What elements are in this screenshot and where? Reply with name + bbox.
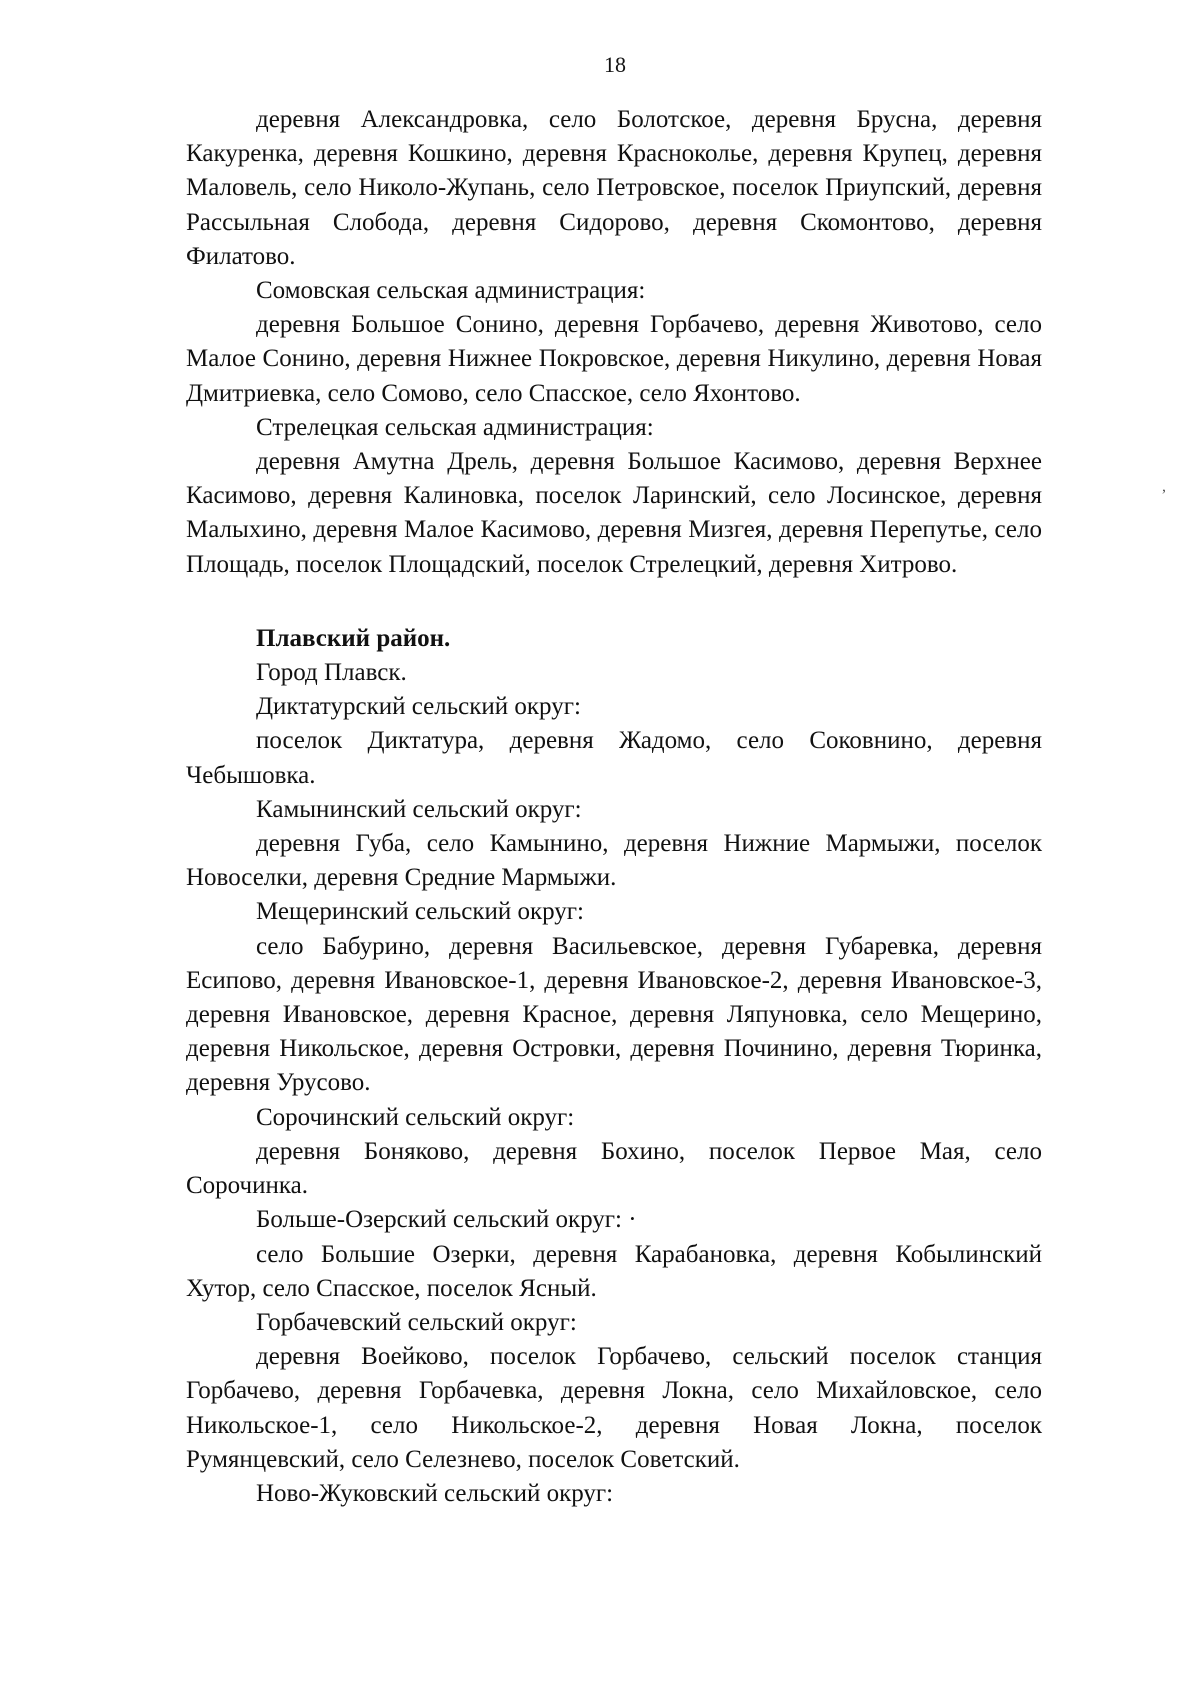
scan-mark: , <box>1162 478 1166 495</box>
paragraph-bolshe-ozerskiy-list: село Большие Озерки, деревня Карабановка, деревня Кобылинский Хутор, село Спасское, поселок Ясный. <box>186 1240 1042 1302</box>
page-number: 18 <box>604 52 626 77</box>
paragraph-meshcherinskiy-list: село Бабурино, деревня Васильевское, деревня Губаревка, деревня Есипово, деревня Ивановское-1, деревня Ивановское-2, деревня Ивановское-3, деревня Ивановское, деревня Красное, деревня Ляпуновка, село Мещерино, деревня Никольское, деревня Островки, деревня Починино, деревня Тюринка, деревня Урусово. <box>186 932 1042 1097</box>
paragraph-kamyninskiy-list: деревня Губа, село Камынино, деревня Нижние Мармыжи, поселок Новоселки, деревня Средние Мармыжи. <box>186 830 1042 892</box>
paragraph-gorbachevskiy-list: деревня Воейково, поселок Горбачево, сельский поселок станция Горбачево, деревня Горбачевка, деревня Локна, село Михайловское, село Никольское-1, село Никольское-2, деревня Новая Локна, поселок Румянцевский, село Селезнево, поселок Советский. <box>186 1343 1042 1473</box>
paragraph-city: Город Плавск. <box>256 659 407 687</box>
paragraph-sorochinskiy-list: деревня Боняково, деревня Бохино, поселок Первое Мая, село Сорочинка. <box>186 1137 1042 1200</box>
section-heading: Плавский район. <box>256 624 451 652</box>
paragraph-streletskaya-heading: Стрелецкая сельская администрация: <box>256 413 654 441</box>
paragraph-somovskaya-heading: Сомовская сельская администрация: <box>256 277 646 305</box>
paragraph-novo-zhukovskiy-heading: Ново-Жуковский сельский округ: <box>256 1479 614 1507</box>
paragraph-somovskaya-list: деревня Большое Сонино, деревня Горбачево, деревня Животово, село Малое Сонино, деревня Нижнее Покровское, деревня Никулино, деревня Новая Дмитриевка, село Сомово, село Спасское, село Яхонтово. <box>186 311 1042 407</box>
paragraph-village-list: деревня Александровка, село Болотское, деревня Брусна, деревня Какуренка, деревня Кошкино, деревня Красноколье, деревня Крупец, деревня Маловель, село Николо-Жупань, село Петровское, поселок Приупский, деревня Рассыльная Слобода, деревня Сидорово, деревня Скомонтово, деревня Филатово. <box>186 106 1042 270</box>
document-body <box>186 103 1042 1511</box>
section-gap <box>186 582 1042 622</box>
paragraph-diktaturskiy-list: поселок Диктатура, деревня Жадомо, село Соковнино, деревня Чебышовка. <box>186 727 1042 789</box>
paragraph-streletskaya-list: деревня Амутна Дрель, деревня Большое Касимово, деревня Верхнее Касимово, деревня Калиновка, поселок Ларинский, село Лосинское, деревня Малыхино, деревня Малое Касимово, деревня Мизгея, деревня Перепутье, село Площадь, поселок Площадский, поселок Стрелецкий, деревня Хитрово. <box>186 448 1042 578</box>
paragraph-kamyninskiy-heading: Камынинский сельский округ: <box>256 795 582 823</box>
paragraph-gorbachevskiy-heading: Горбачевский сельский округ: <box>256 1308 577 1336</box>
paragraph-bolshe-ozerskiy-heading: Больше-Озерский сельский округ: · <box>256 1206 637 1234</box>
paragraph-meshcherinskiy-heading: Мещеринский сельский округ: <box>256 898 584 926</box>
paragraph-sorochinskiy-heading: Сорочинский сельский округ: <box>256 1103 575 1131</box>
paragraph-diktaturskiy-heading: Диктатурский сельский округ: <box>256 693 581 721</box>
